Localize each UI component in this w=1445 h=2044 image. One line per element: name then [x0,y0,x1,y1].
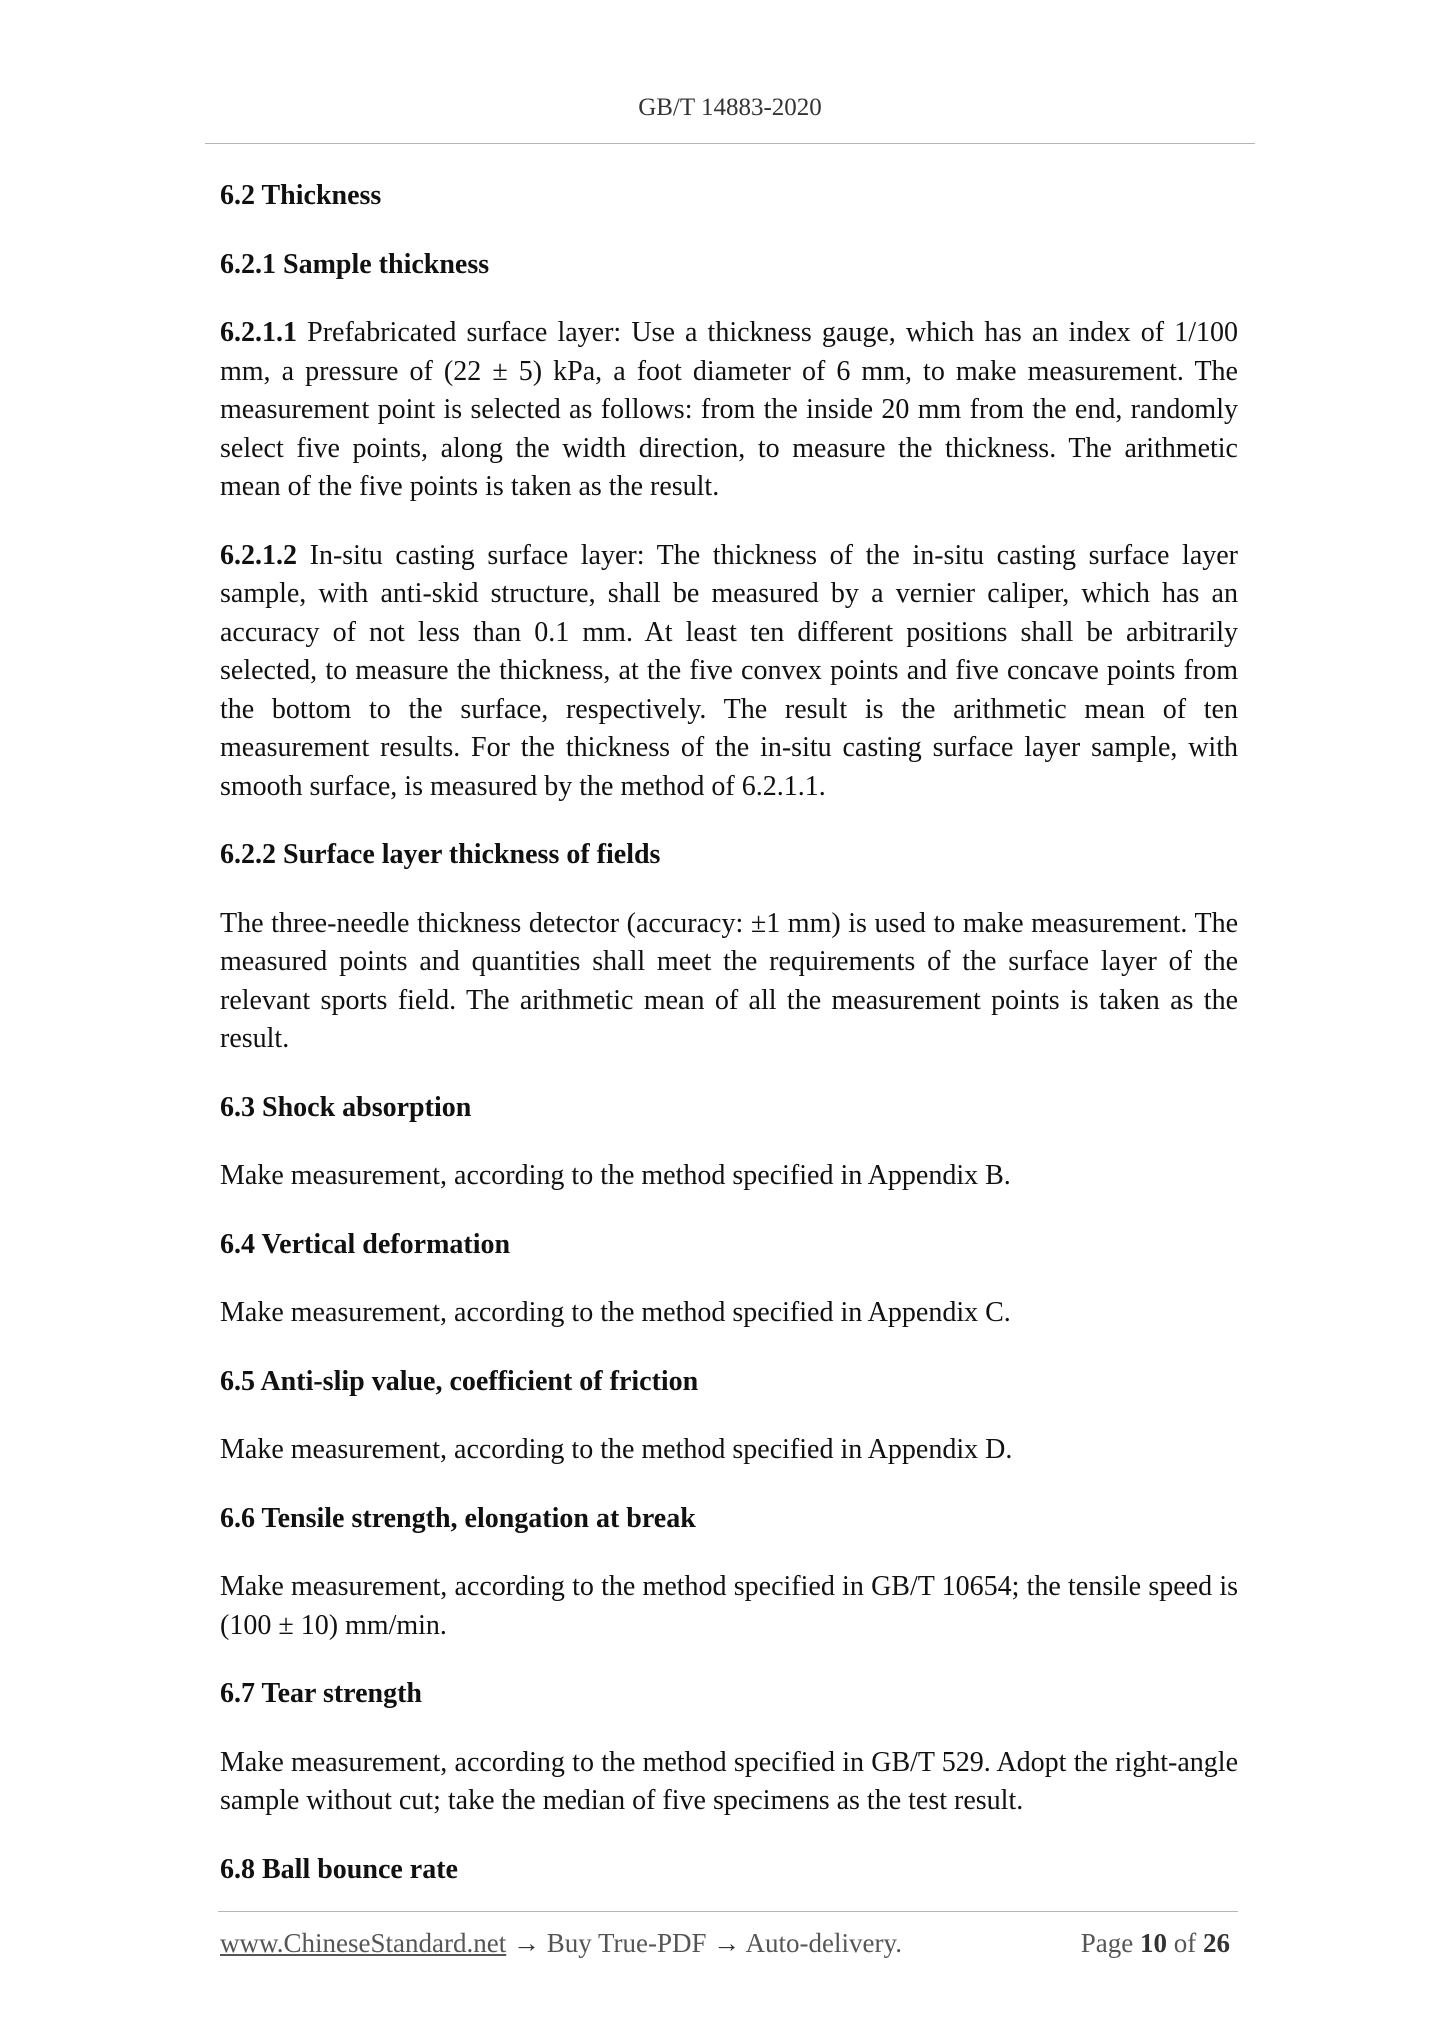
paragraph-text: In-situ casting surface layer: The thickness of the in-situ casting surface layer sample, with anti-skid structure, shall be measured by a vernier caliper, which has an accuracy of not less than 0.1 mm. At least ten different positions shall be arbitrarily selected, to measure the thickness, at the five convex points and five concave points from the bottom to the surface, respectively. The result is the arithmetic mean of ten measurement results. For the thickness of the in-situ casting surface layer sample, with smooth surface, is measured by the method of 6.2.1.1. [220,539,1239,802]
delivery-text: Auto-delivery. [745,1928,902,1958]
page-number: 10 [1140,1928,1167,1958]
paragraph-p-6-2-1-2 [220,537,1238,807]
site-link[interactable]: www.ChineseStandard.net [220,1928,507,1958]
section-heading-h-6-4: 6.4 Vertical deformation [220,1228,511,1260]
section-heading-h-6-3: 6.3 Shock absorption [220,1091,472,1123]
clause-number: 6.2.1.1 [220,317,297,348]
paragraph-p-6-5 [220,1431,1238,1470]
clause-number: 6.2.1.2 [220,539,297,571]
section-heading-h-6-2: 6.2 Thickness [220,180,382,211]
paragraph-p-6-2-2 [220,905,1238,1059]
section-heading-h-6-2-1: 6.2.1 Sample thickness [220,248,490,280]
of-label: of [1173,1928,1197,1958]
header-divider [205,143,1255,144]
section-heading-h-6-6: 6.6 Tensile strength, elongation at break [220,1502,696,1534]
footer-divider [218,1911,1238,1912]
section-heading-h-6-8: 6.8 Ball bounce rate [220,1853,458,1885]
page-footer [220,1928,1238,1959]
paragraph-p-6-7 [220,1744,1238,1821]
page-label: Page [1080,1928,1134,1958]
arrow-right-icon: → [713,1928,741,1958]
paragraph-p-6-6 [220,1568,1238,1645]
paragraph-text: Make measurement, according to the method specified in GB/T 529. Adopt the right-angle sample without cut; take the median of five specimens as the test result. [220,1746,1238,1816]
arrow-right-icon: → [512,1928,540,1958]
buy-text: Buy True-PDF [546,1928,707,1958]
paragraph-text: Make measurement, according to the method specified in Appendix C. [220,1297,1011,1328]
paragraph-p-6-4 [220,1294,1238,1333]
paragraph-text: Make measurement, according to the method specified in Appendix D. [220,1434,1013,1465]
page-indicator [1081,1928,1230,1959]
paragraph-text: Make measurement, according to the method specified in Appendix B. [220,1160,1011,1191]
paragraph-p-6-3 [220,1157,1238,1196]
section-heading-h-6-5: 6.5 Anti-slip value, coefficient of friction [220,1365,699,1397]
document-body [220,177,1238,1919]
section-heading-h-6-7: 6.7 Tear strength [220,1678,422,1709]
page-header: GB/T 14883-2020 [638,94,822,121]
paragraph-text: Prefabricated surface layer: Use a thickness gauge, which has an index of 1/100 mm, a pressure of (22 ± 5) kPa, a foot diameter of 6 mm, to make measurement. The measurement point is selected as follows: from the inside 20 mm from the end, randomly select five points, along the width direction, to measure the thickness. The arithmetic mean of the five points is taken as the result. [220,317,1239,502]
total-pages: 26 [1203,1928,1230,1958]
paragraph-text: Make measurement, according to the method specified in GB/T 10654; the tensile speed is (100 ± 10) mm/min. [220,1571,1238,1641]
paragraph-p-6-2-1-1 [220,314,1238,507]
paragraph-text: The three-needle thickness detector (accuracy: ±1 mm) is used to make measurement. The measured points and quantities shall meet the requirements of the surface layer of the relevant sports field. The arithmetic mean of all the measurement points is taken as the result. [220,907,1238,1054]
section-heading-h-6-2-2: 6.2.2 Surface layer thickness of fields [220,839,661,870]
